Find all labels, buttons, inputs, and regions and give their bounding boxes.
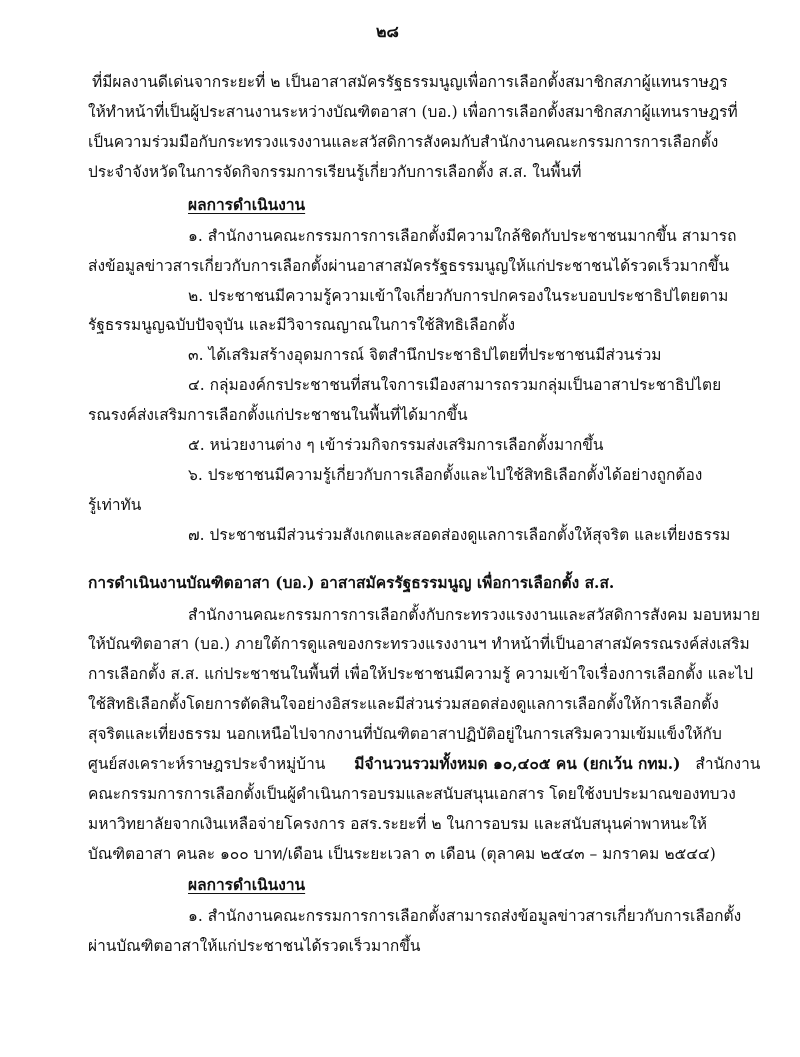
- paragraph-line: บัณฑิตอาสา คนละ ๑๐๐ บาท/เดือน เป็นระยะเวลา ๓ เดือน (ตุลาคม ๒๕๔๓ – มกราคม ๒๕๔๔): [88, 845, 716, 863]
- paragraph-line: สุจริตและเที่ยงธรรม นอกเหนือไปจากงานที่บัณฑิตอาสาปฏิบัติอยู่ในการเสริมความเข้มแข็งให้กับ: [88, 725, 722, 743]
- paragraph-line: ที่มีผลงานดีเด่นจากระยะที่ ๒ เป็นอาสาสมัครรัฐธรรมนูญเพื่อการเลือกตั้งสมาชิกสภาผู้แทนราษฎร: [92, 73, 728, 91]
- result-item: ๑. สำนักงานคณะกรรมการการเลือกตั้งสามารถส่งข้อมูลข่าวสารเกี่ยวกับการเลือกตั้ง: [188, 907, 742, 925]
- paragraph-line: ให้บัณฑิตอาสา (บอ.) ภายใต้การดูแลของกระทรวงแรงงานฯ ทำหน้าที่เป็นอาสาสมัครรณรงค์ส่งเสริม: [88, 635, 750, 653]
- result-item-continuation: ผ่านบัณฑิตอาสาให้แก่ประชาชนได้รวดเร็วมากขึ้น: [88, 937, 421, 955]
- paragraph-line: ใช้สิทธิเลือกตั้งโดยการตัดสินใจอย่างอิสระและมีส่วนร่วมสอดส่องดูแลการเลือกตั้งให้การเลือกตั้ง: [88, 695, 719, 713]
- paragraph-line: คณะกรรมการการเลือกตั้งเป็นผู้ดำเนินการอบรมและสนับสนุนเอกสาร โดยใช้งบประมาณของทบวง: [88, 785, 736, 803]
- paragraph-line: ประจำจังหวัดในการจัดกิจกรรมการเรียนรู้เกี่ยวกับการเลือกตั้ง ส.ส. ในพื้นที่: [88, 163, 582, 181]
- result-item: ๗. ประชาชนมีส่วนร่วมสังเกตและสอดส่องดูแลการเลือกตั้งให้สุจริต และเที่ยงธรรม: [188, 526, 731, 544]
- paragraph-line: ให้ทำหน้าที่เป็นผู้ประสานงานระหว่างบัณฑิตอาสา (บอ.) เพื่อการเลือกตั้งสมาชิกสภาผู้แทนราษฎรที่: [88, 103, 738, 121]
- paragraph-line: [88, 754, 760, 774]
- participant-count: มีจำนวนรวมทั้งหมด ๑๐,๔๐๕ คน (ยกเว้น กทม.): [354, 754, 681, 773]
- result-item-continuation: ส่งข้อมูลข่าวสารเกี่ยวกับการเลือกตั้งผ่านอาสาสมัครรัฐธรรมนูญให้แก่ประชาชนได้รวดเร็วมากขึ้น: [88, 257, 730, 275]
- results-heading: ผลการดำเนินงาน: [188, 195, 306, 214]
- result-item: ๔. กลุ่มองค์กรประชาชนที่สนใจการเมืองสามารถรวมกลุ่มเป็นอาสาประชาธิปไตย: [188, 376, 722, 394]
- result-item: ๕. หน่วยงานต่าง ๆ เข้าร่วมกิจกรรมส่งเสริมการเลือกตั้งมากขึ้น: [188, 436, 604, 454]
- result-item: ๒. ประชาชนมีความรู้ความเข้าใจเกี่ยวกับการปกครองในระบอบประชาธิปไตยตาม: [188, 287, 729, 305]
- result-item-continuation: รณรงค์ส่งเสริมการเลือกตั้งแก่ประชาชนในพื้นที่ได้มากขึ้น: [88, 406, 468, 424]
- result-item: ๓. ได้เสริมสร้างอุดมการณ์ จิตสำนึกประชาธิปไตยที่ประชาชนมีส่วนร่วม: [188, 346, 662, 364]
- result-item: ๑. สำนักงานคณะกรรมการการเลือกตั้งมีความใกล้ชิดกับประชาชนมากขึ้น สามารถ: [188, 227, 737, 245]
- paragraph-line: มหาวิทยาลัยจากเงินเหลือจ่ายโครงการ อสร.ระยะที่ ๒ ในการอบรม และสนับสนุนค่าพาหนะให้: [88, 815, 708, 833]
- section-heading: การดำเนินงานบัณฑิตอาสา (บอ.) อาสาสมัครรัฐธรรมนูญ เพื่อการเลือกตั้ง ส.ส.: [88, 573, 615, 592]
- paragraph-text: สำนักงาน: [695, 755, 761, 773]
- page-number: ๒๘: [376, 22, 399, 41]
- results-heading: ผลการดำเนินงาน: [188, 875, 306, 894]
- paragraph-text: ศูนย์สงเคราะห์ราษฎรประจำหมู่บ้าน: [88, 755, 326, 773]
- paragraph-line: การเลือกตั้ง ส.ส. แก่ประชาชนในพื้นที่ เพื่อให้ประชาชนมีความรู้ ความเข้าใจเรื่องการเลือกตั้ง และไป: [88, 665, 754, 683]
- paragraph-line: เป็นความร่วมมือกับกระทรวงแรงงานและสวัสดิการสังคมกับสำนักงานคณะกรรมการการเลือกตั้ง: [88, 133, 719, 151]
- result-item-continuation: รัฐธรรมนูญฉบับปัจจุบัน และมีวิจารณญาณในการใช้สิทธิเลือกตั้ง: [88, 316, 516, 334]
- result-item: ๖. ประชาชนมีความรู้เกี่ยวกับการเลือกตั้งและไปใช้สิทธิเลือกตั้งได้อย่างถูกต้อง: [188, 466, 703, 484]
- paragraph-line: สำนักงานคณะกรรมการการเลือกตั้งกับกระทรวงแรงงานและสวัสดิการสังคม มอบหมาย: [188, 606, 761, 624]
- result-item-continuation: รู้เท่าทัน: [88, 496, 142, 514]
